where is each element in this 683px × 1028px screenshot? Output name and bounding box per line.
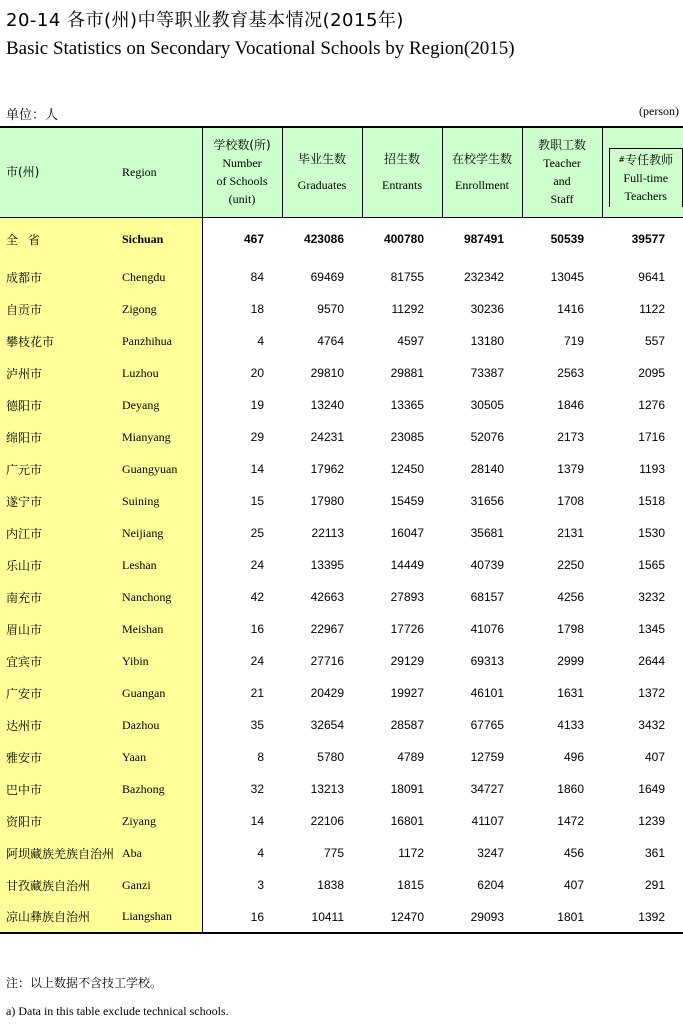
- staff-cell: 1472: [557, 814, 584, 828]
- city-cell: 阿坝藏族羌族自治州: [0, 837, 122, 869]
- staff-cell: 456: [563, 846, 584, 860]
- table-row: [0, 357, 683, 389]
- enrollment-cell: 67765: [470, 718, 504, 732]
- table-row: [0, 549, 683, 581]
- region-cell: Ganzi: [122, 869, 202, 901]
- entrants-cell: 23085: [390, 430, 424, 444]
- teachers-cell: 1193: [639, 462, 665, 476]
- region-cell: Deyang: [122, 389, 202, 421]
- graduates-cell: 22967: [310, 622, 344, 636]
- city-cell: 广元市: [0, 453, 122, 485]
- table-header-row: [0, 127, 683, 217]
- graduates-cell: 17980: [310, 494, 344, 508]
- region-cell: Neijiang: [122, 517, 202, 549]
- entrants-cell: 19927: [390, 686, 424, 700]
- enrollment-cell: 41107: [471, 814, 504, 828]
- schools-cell: 3: [257, 878, 264, 892]
- teachers-cell: 407: [644, 750, 665, 764]
- schools-cell: 21: [250, 686, 264, 700]
- entrants-cell: 14449: [390, 558, 424, 572]
- city-cell: 攀枝花市: [0, 325, 122, 357]
- city-cell: 乐山市: [0, 549, 122, 581]
- staff-cell: 1846: [557, 398, 584, 412]
- teachers-cell: 1392: [602, 901, 683, 933]
- city-cell: 甘孜藏族自治州: [0, 869, 122, 901]
- teachers-cell: 39577: [631, 232, 665, 247]
- header-graduates: 毕业生数 Graduates: [282, 127, 362, 217]
- graduates-cell: 13395: [310, 558, 344, 572]
- city-cell: 南充市: [0, 581, 122, 613]
- table-row: [0, 677, 683, 709]
- city-cell: 德阳市: [0, 389, 122, 421]
- footnote-cn: 注：以上数据不含技工学校。: [6, 976, 163, 990]
- graduates-cell: 13240: [310, 398, 344, 412]
- table-row: [0, 773, 683, 805]
- entrants-cell: 16801: [390, 814, 424, 828]
- header-teachers: #专任教师 Full-time Teachers: [602, 127, 683, 217]
- graduates-cell: 775: [323, 846, 344, 860]
- schools-cell: 25: [250, 526, 264, 540]
- graduates-cell: 17962: [310, 462, 344, 476]
- region-cell: Bazhong: [122, 773, 202, 805]
- header-enrollment: 在校学生数 Enrollment: [442, 127, 522, 217]
- table-row: [0, 613, 683, 645]
- graduates-cell: 1838: [317, 878, 344, 892]
- teachers-cell: 2095: [638, 366, 665, 380]
- schools-cell: 4: [257, 846, 264, 860]
- teachers-cell: 3232: [638, 590, 665, 604]
- schools-cell: 24: [250, 558, 264, 572]
- graduates-cell: 32654: [310, 718, 344, 732]
- entrants-cell: 1815: [397, 878, 424, 892]
- teachers-cell: 1345: [638, 622, 665, 636]
- staff-cell: 1631: [557, 686, 584, 700]
- city-cell: 达州市: [0, 709, 122, 741]
- region-cell: Liangshan: [122, 901, 202, 933]
- table-row: [0, 485, 683, 517]
- unit-label-cn: 单位：人: [6, 108, 59, 123]
- graduates-cell: 5780: [317, 750, 344, 764]
- entrants-cell: 81755: [390, 270, 424, 284]
- graduates-cell: 9570: [317, 302, 344, 316]
- staff-cell: 1416: [557, 302, 584, 316]
- table-row: [0, 453, 683, 485]
- enrollment-cell: 13180: [470, 334, 504, 348]
- schools-cell: 29: [250, 430, 264, 444]
- city-cell: 内江市: [0, 517, 122, 549]
- city-cell: 全省: [0, 217, 122, 261]
- statistics-table: [0, 126, 683, 934]
- region-cell: Sichuan: [122, 217, 202, 261]
- entrants-cell: 15459: [390, 494, 424, 508]
- schools-cell: 84: [250, 270, 264, 284]
- graduates-cell: 20429: [310, 686, 344, 700]
- schools-cell: 14: [250, 814, 264, 828]
- unit-label-en: (person): [639, 104, 679, 118]
- page-title-en: Basic Statistics on Secondary Vocational Schools by Region(2015): [6, 38, 515, 59]
- teachers-cell: 9641: [638, 270, 665, 284]
- staff-cell: 1801: [522, 901, 602, 933]
- graduates-cell: 29810: [310, 366, 344, 380]
- region-cell: Suining: [122, 485, 202, 517]
- staff-cell: 2173: [557, 430, 584, 444]
- graduates-cell: 24231: [310, 430, 344, 444]
- enrollment-cell: 232342: [463, 270, 504, 284]
- staff-cell: 2563: [557, 366, 584, 380]
- schools-cell: 24: [250, 654, 264, 668]
- region-cell: Ziyang: [122, 805, 202, 837]
- city-cell: 广安市: [0, 677, 122, 709]
- staff-cell: 1798: [557, 622, 584, 636]
- enrollment-cell: 31656: [470, 494, 504, 508]
- table-row: [0, 217, 683, 261]
- teachers-cell: 3432: [638, 718, 665, 732]
- schools-cell: 8: [257, 750, 264, 764]
- region-cell: Leshan: [122, 549, 202, 581]
- table-row: [0, 581, 683, 613]
- graduates-cell: 13213: [310, 782, 344, 796]
- entrants-cell: 17726: [390, 622, 424, 636]
- teachers-cell: 1122: [639, 302, 665, 316]
- enrollment-cell: 30236: [470, 302, 504, 316]
- table-row: [0, 261, 683, 293]
- region-cell: Panzhihua: [122, 325, 202, 357]
- enrollment-cell: 69313: [470, 654, 504, 668]
- graduates-cell: 423086: [303, 232, 344, 247]
- header-region: Region: [122, 127, 202, 217]
- city-cell: 泸州市: [0, 357, 122, 389]
- staff-cell: 719: [563, 334, 584, 348]
- table-row: [0, 645, 683, 677]
- staff-cell: 496: [563, 750, 584, 764]
- enrollment-cell: 3247: [477, 846, 504, 860]
- staff-cell: 2999: [557, 654, 584, 668]
- table-row: [0, 741, 683, 773]
- enrollment-cell: 46101: [470, 686, 504, 700]
- header-staff: 教职工数 Teacher and Staff: [522, 127, 602, 217]
- entrants-cell: 1172: [398, 846, 424, 860]
- teachers-cell: 1716: [638, 430, 665, 444]
- region-cell: Aba: [122, 837, 202, 869]
- region-cell: Meishan: [122, 613, 202, 645]
- graduates-cell: 42663: [310, 590, 344, 604]
- table-row: [0, 517, 683, 549]
- schools-cell: 15: [250, 494, 264, 508]
- region-cell: Luzhou: [122, 357, 202, 389]
- graduates-cell: 22106: [310, 814, 344, 828]
- teachers-cell: 1239: [638, 814, 665, 828]
- graduates-cell: 4764: [317, 334, 344, 348]
- teachers-cell: 1649: [638, 782, 665, 796]
- enrollment-cell: 987491: [463, 232, 504, 247]
- table-row: [0, 901, 683, 933]
- city-cell: 眉山市: [0, 613, 122, 645]
- entrants-cell: 28587: [390, 718, 424, 732]
- entrants-cell: 13365: [390, 398, 424, 412]
- teachers-cell: 1276: [638, 398, 665, 412]
- table-row: [0, 293, 683, 325]
- staff-cell: 4256: [557, 590, 584, 604]
- region-cell: Zigong: [122, 293, 202, 325]
- enrollment-cell: 29093: [442, 901, 522, 933]
- schools-cell: 35: [250, 718, 264, 732]
- enrollment-cell: 6204: [477, 878, 504, 892]
- city-cell: 雅安市: [0, 741, 122, 773]
- graduates-cell: 69469: [310, 270, 344, 284]
- enrollment-cell: 28140: [470, 462, 504, 476]
- staff-cell: 1379: [557, 462, 584, 476]
- schools-cell: 4: [257, 334, 264, 348]
- enrollment-cell: 52076: [470, 430, 504, 444]
- entrants-cell: 12470: [362, 901, 442, 933]
- table-row: [0, 805, 683, 837]
- enrollment-cell: 68157: [470, 590, 504, 604]
- city-cell: 资阳市: [0, 805, 122, 837]
- region-cell: Chengdu: [122, 261, 202, 293]
- city-cell: 宜宾市: [0, 645, 122, 677]
- schools-cell: 32: [250, 782, 264, 796]
- teachers-cell: 557: [644, 334, 665, 348]
- schools-cell: 14: [250, 462, 264, 476]
- enrollment-cell: 35681: [470, 526, 504, 540]
- table-row: [0, 869, 683, 901]
- entrants-cell: 11292: [391, 302, 424, 316]
- schools-cell: 18: [250, 302, 264, 316]
- entrants-cell: 29881: [390, 366, 424, 380]
- enrollment-cell: 41076: [470, 622, 504, 636]
- city-cell: 遂宁市: [0, 485, 122, 517]
- graduates-cell: 27716: [310, 654, 344, 668]
- enrollment-cell: 40739: [470, 558, 504, 572]
- teachers-cell: 291: [644, 878, 665, 892]
- teachers-cell: 1372: [638, 686, 665, 700]
- enrollment-cell: 12759: [470, 750, 504, 764]
- staff-cell: 4133: [557, 718, 584, 732]
- region-cell: Dazhou: [122, 709, 202, 741]
- graduates-cell: 10411: [282, 901, 362, 933]
- city-cell: 绵阳市: [0, 421, 122, 453]
- header-entrants: 招生数 Entrants: [362, 127, 442, 217]
- staff-cell: 13045: [550, 270, 584, 284]
- region-cell: Mianyang: [122, 421, 202, 453]
- entrants-cell: 29129: [390, 654, 424, 668]
- region-cell: Yibin: [122, 645, 202, 677]
- table-row: [0, 421, 683, 453]
- teachers-cell: 1518: [638, 494, 665, 508]
- footnote-en: a) Data in this table exclude technical schools.: [6, 1004, 229, 1018]
- schools-cell: 16: [202, 901, 282, 933]
- entrants-cell: 16047: [390, 526, 424, 540]
- table-row: [0, 325, 683, 357]
- enrollment-cell: 30505: [470, 398, 504, 412]
- teachers-cell: 2644: [638, 654, 665, 668]
- staff-cell: 2250: [557, 558, 584, 572]
- city-cell: 自贡市: [0, 293, 122, 325]
- teachers-cell: 1530: [638, 526, 665, 540]
- entrants-cell: 4789: [397, 750, 424, 764]
- entrants-cell: 400780: [383, 232, 424, 247]
- staff-cell: 1860: [557, 782, 584, 796]
- table-row: [0, 709, 683, 741]
- entrants-cell: 4597: [397, 334, 424, 348]
- header-city: 市(州): [0, 127, 122, 217]
- region-cell: Yaan: [122, 741, 202, 773]
- entrants-cell: 12450: [390, 462, 424, 476]
- teachers-cell: 361: [644, 846, 665, 860]
- table-row: [0, 837, 683, 869]
- city-cell: 巴中市: [0, 773, 122, 805]
- staff-cell: 1708: [557, 494, 584, 508]
- teachers-cell: 1565: [638, 558, 665, 572]
- schools-cell: 467: [243, 232, 264, 247]
- region-cell: Guangyuan: [122, 453, 202, 485]
- table-row: [0, 389, 683, 421]
- schools-cell: 16: [250, 622, 264, 636]
- region-cell: Guangan: [122, 677, 202, 709]
- schools-cell: 42: [250, 590, 264, 604]
- header-schools: 学校数(所) Number of Schools (unit): [202, 127, 282, 217]
- region-cell: Nanchong: [122, 581, 202, 613]
- graduates-cell: 22113: [311, 526, 344, 540]
- entrants-cell: 27893: [390, 590, 424, 604]
- staff-cell: 2131: [557, 526, 584, 540]
- schools-cell: 19: [250, 398, 264, 412]
- city-cell: 成都市: [0, 261, 122, 293]
- enrollment-cell: 34727: [470, 782, 504, 796]
- staff-cell: 407: [563, 878, 584, 892]
- city-cell: 凉山彝族自治州: [0, 901, 122, 933]
- schools-cell: 20: [250, 366, 264, 380]
- staff-cell: 50539: [550, 232, 584, 247]
- enrollment-cell: 73387: [470, 366, 504, 380]
- entrants-cell: 18091: [390, 782, 424, 796]
- page-title-cn: 20-14 各市(州)中等职业教育基本情况(2015年): [6, 10, 404, 31]
